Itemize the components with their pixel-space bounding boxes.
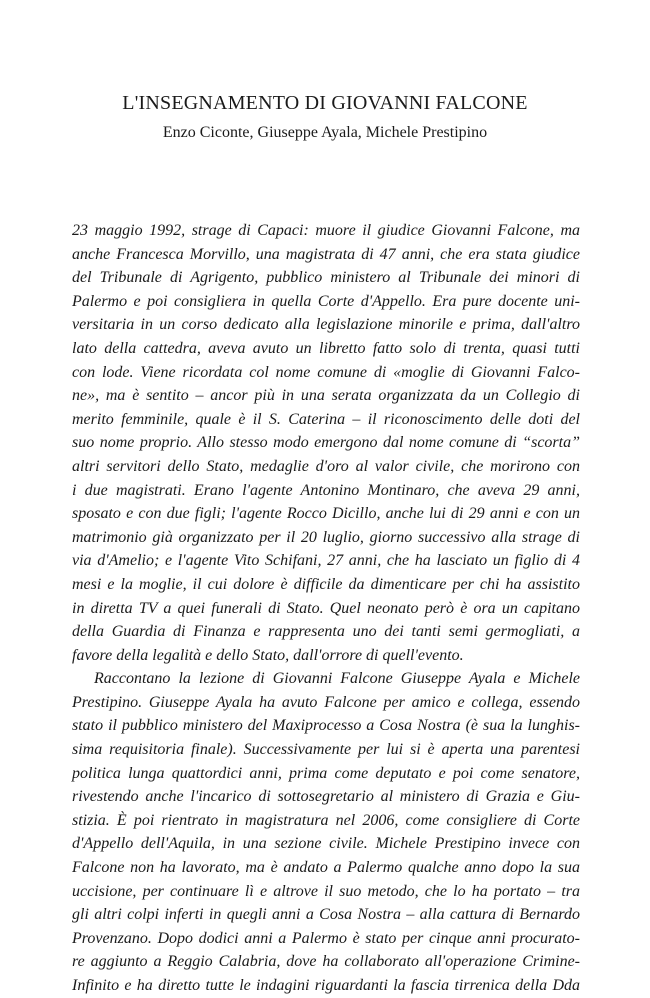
text-line: stato il pubblico ministero del Maxiprocesso a Cosa Nostra (è sua la lunghis- <box>72 717 580 735</box>
text-line: Infinito e ha diretto tutte le indagini riguardanti la fascia tirrenica della Dda <box>72 977 580 994</box>
text-line: mesi e la moglie, il cui dolore è difficile da dimenticare per chi ha assistito <box>72 575 580 593</box>
text-line: Provenzano. Dopo dodici anni a Palermo è stato per cinque anni procurato- <box>72 929 580 947</box>
chapter-authors: Enzo Ciconte, Giuseppe Ayala, Michele Prestipino <box>162 124 488 141</box>
text-line: matrimonio già organizzato per il 20 luglio, giorno successivo alla strage di <box>72 528 580 546</box>
text-line: Prestipino. Giuseppe Ayala ha avuto Falcone per amico e collega, essendo <box>72 693 580 711</box>
paragraph-1 <box>72 219 580 667</box>
paragraph-2 <box>72 667 580 997</box>
text-line: versitaria in un corso dedicato alla legislazione minorile e prima, dall'altro <box>72 316 580 334</box>
text-line: stizia. È poi rientrato in magistratura nel 2006, come consigliere di Corte <box>72 811 580 829</box>
text-line: favore della legalità e dello Stato, dall'orrore di quell'evento. <box>72 646 464 664</box>
text-line: Palermo e poi consigliera in quella Corte d'Appello. Era pure docente uni- <box>72 292 580 310</box>
chapter-title: L'INSEGNAMENTO DI GIOVANNI FALCONE <box>122 92 528 114</box>
text-line: gli altri colpi inferti in quegli anni a Cosa Nostra – alla cattura di Bernardo <box>72 906 580 924</box>
text-line: merito femminile, quale è il S. Caterina – il riconoscimento delle doti del <box>72 410 580 428</box>
text-line: sima requisitoria finale). Successivamente per lui si è aperta una parentesi <box>72 741 580 759</box>
text-line: sposato e con due figli; l'agente Rocco Dicillo, anche lui di 29 anni e con un <box>72 505 580 523</box>
text-line: via d'Amelio; e l'agente Vito Schifani, 27 anni, che ha lasciato un figlio di 4 <box>72 552 580 570</box>
body-text <box>72 219 580 998</box>
text-line: 23 maggio 1992, strage di Capaci: muore il giudice Giovanni Falcone, ma <box>72 222 580 239</box>
text-line: d'Appello dell'Aquila, in una sezione civile. Michele Prestipino invece con <box>72 835 580 853</box>
text-line: lato della cattedra, aveva avuto un libretto fatto solo di trenta, quasi tutti <box>72 339 580 357</box>
text-line: altri servitori dello Stato, medaglie d'oro al valor civile, che morirono con <box>72 457 580 475</box>
text-line: i due magistrati. Erano l'agente Antonino Montinaro, che aveva 29 anni, <box>72 481 580 499</box>
text-line: politica lunga quattordici anni, prima come deputato e poi come senatore, <box>72 764 580 782</box>
text-line: re aggiunto a Reggio Calabria, dove ha collaborato all'operazione Crimine- <box>72 953 580 971</box>
text-line: della Guardia di Finanza e rappresenta uno dei tanti semi germogliati, a <box>72 623 580 641</box>
text-line: anche Francesca Morvillo, una magistrata di 47 anni, che era stata giudice <box>72 245 580 263</box>
text-line: con lode. Viene ricordata col nome comune di «moglie di Giovanni Falco- <box>72 363 580 381</box>
text-line: Raccontano la lezione di Giovanni Falcone Giuseppe Ayala e Michele <box>94 670 580 688</box>
text-line: ne», ma è sentito – ancor più in una serata organizzata da un Collegio di <box>72 387 580 405</box>
text-line: uccisione, per continuare lì e altrove il suo metodo, che lo ha portato – tra <box>72 882 580 900</box>
text-line: del Tribunale di Agrigento, pubblico ministero al Tribunale dei minori di <box>72 269 580 287</box>
text-line: suo nome proprio. Allo stesso modo emergono dal nome comune di “scorta” <box>72 434 580 452</box>
text-line: in diretta TV a quei funerali di Stato. Quel neonato però è ora un capitano <box>72 599 580 617</box>
text-line: rivestendo anche l'incarico di sottosegretario al ministero di Grazia e Giu- <box>72 788 580 806</box>
text-line: Falcone non ha lavorato, ma è andato a Palermo qualche anno dopo la sua <box>72 859 580 877</box>
